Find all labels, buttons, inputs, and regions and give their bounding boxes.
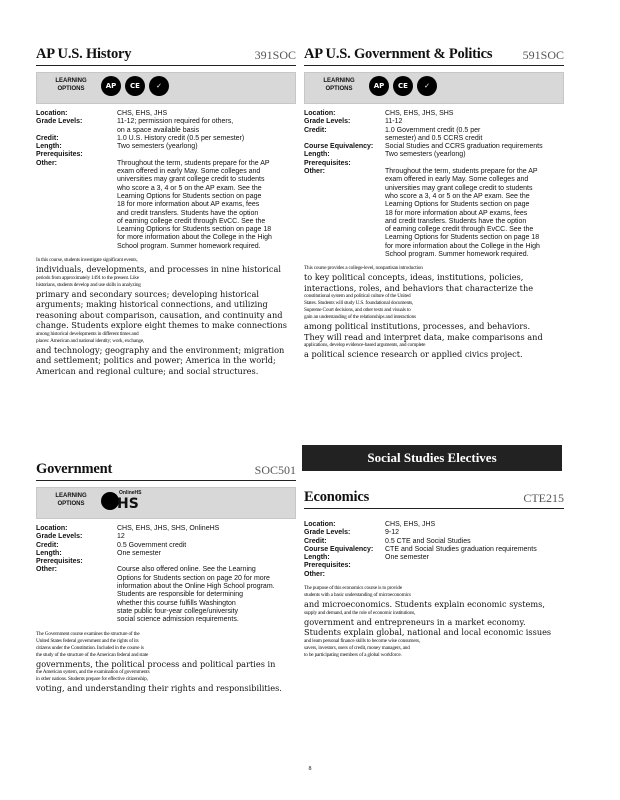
- equivalency-label: Course Equivalency:: [304, 545, 374, 553]
- length-label: Length:: [304, 554, 330, 562]
- credit-label: Credit:: [304, 126, 327, 134]
- description-line: United States federal government and the rights of its: [36, 637, 139, 644]
- description-line: voting, and understanding their rights and responsibilities.: [36, 683, 282, 694]
- equivalency-value: CTE and Social Studies graduation requirements: [385, 545, 537, 553]
- description-line: students with a basic understanding of microeconomics: [304, 592, 411, 599]
- prerequisites-label: Prerequisites:: [36, 558, 83, 566]
- location-value: CHS, EHS, JHS, SHS, OnlineHS: [117, 525, 220, 532]
- grade-value: 12: [117, 533, 125, 541]
- description-line: among historical developments in different times and: [36, 330, 139, 337]
- description-line: to key political concepts, ideas, institutions, policies,: [304, 272, 524, 283]
- location-value: CHS, EHS, JHS: [385, 521, 436, 528]
- description-line: In this course, students investigate significant events,: [36, 257, 138, 264]
- prerequisites-label: Prerequisites:: [304, 562, 351, 570]
- description-line: citizens under the Constitution. Included in the course is: [36, 644, 144, 651]
- prerequisites-value: [117, 151, 296, 159]
- ap-badge-icon: AP: [369, 76, 389, 96]
- course-header: [36, 460, 296, 481]
- description-line: States. Students will study U.S. foundational documents,: [304, 300, 414, 307]
- length-label: Length:: [304, 151, 330, 159]
- course-code: 591SOC: [522, 48, 564, 62]
- credit-value: 0.5 Government credit: [117, 541, 187, 549]
- description-line: reasoning about comparison, causation, and continuity and: [36, 309, 283, 320]
- course-description: [36, 630, 282, 694]
- description-line: gain an understanding of the relationships and interactions: [304, 314, 416, 321]
- equivalency-label: Course Equivalency:: [304, 143, 374, 151]
- description-line: change. Students explore eight themes to make connections: [36, 320, 287, 331]
- course-details: [304, 521, 564, 579]
- course-title: AP U.S. History: [36, 46, 132, 62]
- grade-value: 9-12: [385, 529, 400, 537]
- grade-label: Grade Levels:: [36, 118, 83, 126]
- grade-value: 11-12; permission required for others, on a space available basis: [117, 118, 234, 134]
- description-line: Supreme Court decisions, and other texts and visuals to: [304, 307, 411, 314]
- location-label: Location:: [36, 110, 68, 117]
- grade-value: 11-12: [385, 118, 403, 126]
- description-line: and settlement; politics and power; America in the world;: [36, 355, 276, 366]
- length-value: Two semesters (yearlong): [385, 151, 466, 159]
- other-label: Other:: [304, 168, 325, 176]
- other-label: Other:: [36, 566, 57, 574]
- location-value: CHS, EHS, JHS: [117, 110, 168, 117]
- equivalency-value: Social Studies and CCRS graduation requirements: [385, 143, 543, 151]
- description-line: American and regional culture; and social structures.: [36, 365, 259, 376]
- course-title: Economics: [304, 489, 370, 505]
- description-line: constitutional system and political culture of the United: [304, 293, 411, 300]
- course-ap-us-government: [304, 45, 564, 360]
- course-description: [304, 265, 543, 360]
- course-government: [36, 460, 296, 694]
- description-line: governments, the political process and political parties in: [36, 658, 276, 669]
- page-number: 8: [308, 766, 312, 772]
- description-line: primary and secondary sources; developing historical: [36, 288, 259, 299]
- location-value: CHS, EHS, JHS, SHS: [385, 110, 454, 117]
- length-value: Two semesters (yearlong): [117, 143, 198, 151]
- grade-label: Grade Levels:: [304, 529, 351, 537]
- college-credit-badge-icon: CE: [125, 76, 145, 96]
- description-line: This course provides a college-level, nonpartisan introduction: [304, 265, 423, 272]
- section-banner: Social Studies Electives: [302, 445, 562, 471]
- other-value: Throughout the term, students prepare for the AP exam offered in early May. Some colleges and universities may grant college credit to students who score a 3, 4 or 5 on the AP exam. See the Learning Options for Students section on page 18 for more information about AP exams, fees and credit transfers. Students have the option of earning college credit through EvCC. See the Learning Options for Students section on page 18 for more information about the College in the High School program. Summer homework required.: [385, 168, 540, 259]
- description-line: a political science research or applied civics project.: [304, 349, 523, 360]
- course-description: [36, 257, 287, 376]
- description-line: the American system, and the examination of governments: [36, 669, 150, 676]
- course-code: SOC501: [254, 463, 296, 477]
- prerequisites-value: [385, 562, 564, 570]
- description-line: interactions, roles, and behaviors that characterize the: [304, 282, 534, 293]
- description-line: and technology; geography and the environment; migration: [36, 344, 285, 355]
- learning-options-label: LEARNING OPTIONS: [55, 78, 87, 92]
- length-label: Length:: [36, 143, 62, 151]
- credit-label: Credit:: [36, 541, 59, 549]
- description-line: applications, develop evidence-based arguments, and complete: [304, 342, 426, 349]
- course-ap-us-history: [36, 45, 296, 376]
- length-label: Length:: [36, 549, 62, 557]
- course-title: Government: [36, 461, 113, 477]
- other-value: [385, 571, 564, 579]
- course-economics: [304, 488, 564, 659]
- course-details: [36, 110, 296, 251]
- location-label: Location:: [36, 525, 68, 532]
- grade-label: Grade Levels:: [36, 533, 83, 541]
- description-line: The purpose of this economics course is to provide: [304, 585, 402, 592]
- length-value: One semester: [117, 549, 161, 557]
- credit-value: 1.0 Government credit (0.5 per semester) and 0.5 CCRS credit: [385, 126, 483, 142]
- online-hs-big-text: HS: [117, 496, 139, 512]
- other-value: Course also offered online. See the Learning Options for Students section on page 20 for more information about the Online High School program. Students are responsible for determining whether this course fulfills Washington state public four-year college/university social science admission requirements.: [117, 566, 275, 624]
- description-line: government and entrepreneurs in a market economy.: [304, 616, 526, 627]
- description-line: historians, students develop and use skills in analyzing: [36, 281, 141, 288]
- course-details: [36, 525, 296, 625]
- description-line: They will read and interpret data, make comparisons and: [304, 331, 543, 342]
- description-line: arguments; making historical connections, and utilizing: [36, 299, 268, 310]
- description-line: and learn personal finance skills to become wise consumers,: [304, 637, 421, 644]
- ap-badge-icon: AP: [101, 76, 121, 96]
- learning-options-bar: [36, 72, 296, 104]
- description-line: savers, investors, users of credit, money managers, and: [304, 644, 410, 651]
- credit-label: Credit:: [304, 537, 327, 545]
- grade-label: Grade Levels:: [304, 118, 351, 126]
- prerequisites-value: [117, 558, 296, 566]
- online-hs-small-text: OnlineHS: [119, 490, 142, 496]
- course-code: 391SOC: [254, 48, 296, 62]
- course-header: [304, 488, 564, 509]
- length-value: One semester: [385, 554, 429, 562]
- credit-value: 1.0 U.S. History credit (0.5 per semester): [117, 134, 245, 142]
- course-description: [304, 585, 552, 659]
- description-line: the study of the structure of the American federal and state: [36, 651, 149, 658]
- learning-options-bar: [304, 72, 564, 104]
- other-label: Other:: [36, 159, 57, 167]
- description-line: The Government course examines the structure of the: [36, 630, 140, 637]
- other-label: Other:: [304, 570, 325, 578]
- course-code: CTE215: [523, 491, 564, 505]
- college-credit-badge-icon: CE: [393, 76, 413, 96]
- online-hs-badge-icon: [101, 491, 145, 513]
- learning-options-bar: [36, 487, 296, 519]
- learning-options-label: LEARNING OPTIONS: [55, 493, 87, 507]
- description-line: periods from approximately 1491 to the present. Like: [36, 274, 139, 281]
- prerequisites-label: Prerequisites:: [36, 151, 83, 159]
- prerequisites-label: Prerequisites:: [304, 159, 351, 167]
- location-label: Location:: [304, 521, 336, 528]
- course-details: [304, 110, 564, 259]
- description-line: in other nations. Students prepare for effective citizenship,: [36, 676, 148, 683]
- prerequisites-value: [385, 160, 564, 168]
- course-header: [36, 45, 296, 66]
- location-label: Location:: [304, 110, 336, 117]
- course-header: [304, 45, 564, 66]
- description-line: to be participating members of a global workforce.: [304, 651, 402, 658]
- description-line: supply and demand, and the role of economic institutions,: [304, 609, 416, 616]
- description-line: places: American and national identity; work, exchange,: [36, 337, 145, 344]
- course-title: AP U.S. Government & Politics: [304, 46, 493, 62]
- check-badge-icon: ✓: [149, 76, 169, 96]
- description-line: Students explain global, national and local economic issues: [304, 627, 552, 638]
- description-line: among political institutions, processes, and behaviors.: [304, 321, 531, 332]
- check-badge-icon: ✓: [417, 76, 437, 96]
- credit-value: 0.5 CTE and Social Studies: [385, 537, 471, 545]
- learning-options-label: LEARNING OPTIONS: [323, 78, 355, 92]
- credit-label: Credit:: [36, 134, 59, 142]
- description-line: individuals, developments, and processes in nine historical: [36, 264, 281, 275]
- other-value: Throughout the term, students prepare for the AP exam offered in early May. Some colleges and universities may grant college credit to students who score a 3, 4 or 5 on the AP exam. See the Learning Options for Students section on page 18 for more information about AP exams, fees and credit transfers. Students have the option of earning college credit through EvCC. See the Learning Options for Students section on page 18 for more information about the College in the High School program. Summer homework required.: [117, 159, 272, 250]
- description-line: and microeconomics. Students explain economic systems,: [304, 599, 545, 610]
